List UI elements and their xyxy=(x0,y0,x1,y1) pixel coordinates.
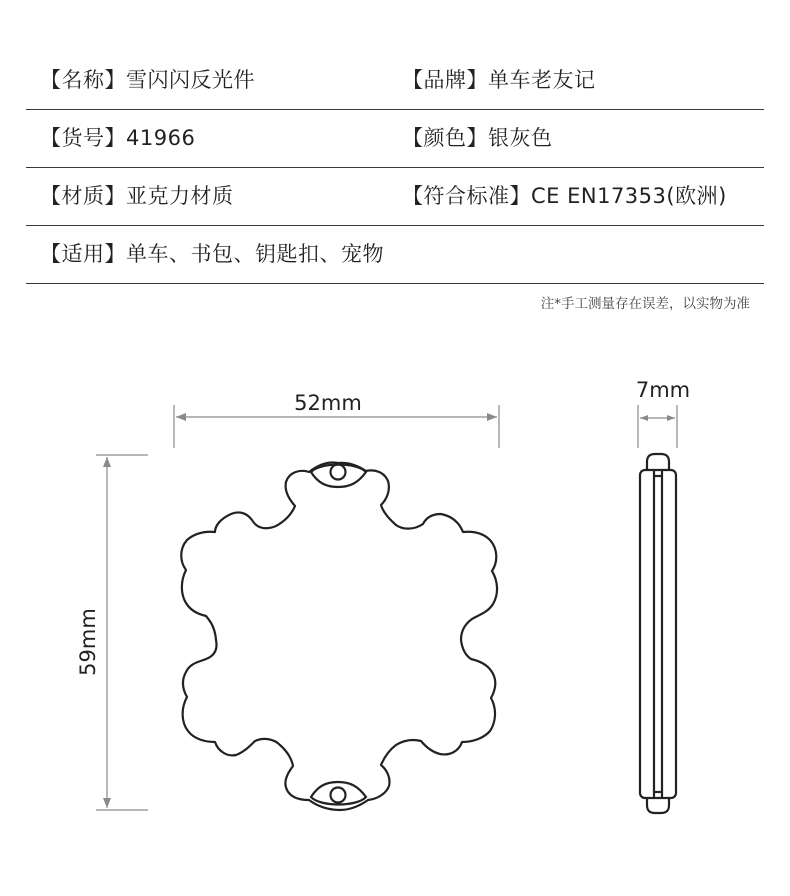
spec-brand-value: 单车老友记 xyxy=(488,68,596,92)
spec-name-value: 雪闪闪反光件 xyxy=(126,68,255,92)
bottom-hole xyxy=(311,782,366,805)
height-label: 59mm xyxy=(76,608,100,676)
spec-brand-key: 【品牌】 xyxy=(402,68,488,92)
measurement-note: 注*手工测量存在误差，以实物为准 xyxy=(540,296,750,312)
thickness-label: 7mm xyxy=(635,378,691,402)
top-hole xyxy=(311,465,366,488)
spec-material-value: 亚克力材质 xyxy=(126,184,234,208)
side-profile xyxy=(640,454,676,813)
spec-sku-value: 41966 xyxy=(126,126,196,150)
height-dimension xyxy=(96,455,148,810)
spec-material-key: 【材质】 xyxy=(40,184,126,208)
spec-color-value: 银灰色 xyxy=(488,126,553,150)
spec-standard-key: 【符合标准】 xyxy=(402,184,531,208)
spec-usage-value: 单车、书包、钥匙扣、宠物 xyxy=(126,242,384,266)
spec-name-key: 【名称】 xyxy=(40,68,126,92)
snowflake-outline xyxy=(181,462,497,810)
width-label: 52mm xyxy=(294,391,362,415)
spec-usage-key: 【适用】 xyxy=(40,242,126,266)
spec-sku-key: 【货号】 xyxy=(40,126,126,150)
spec-color-key: 【颜色】 xyxy=(402,126,488,150)
spec-standard-value: CE EN17353(欧洲) xyxy=(531,184,727,208)
thickness-dimension xyxy=(638,405,677,448)
